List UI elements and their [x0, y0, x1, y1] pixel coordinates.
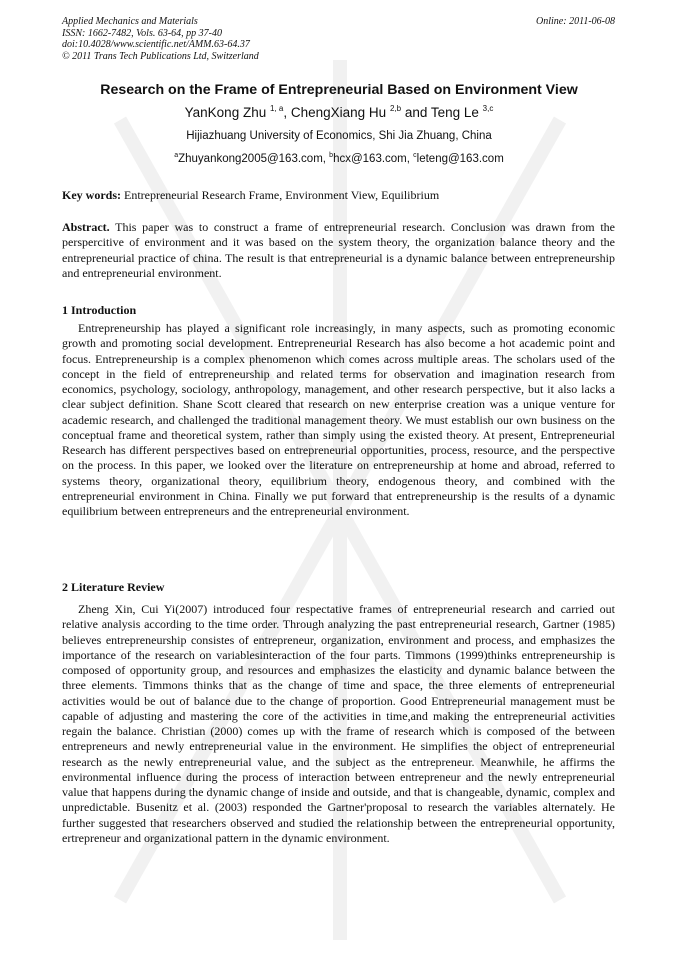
author-emails	[62, 152, 616, 165]
introduction-paragraph: Entrepreneurship has played a significant role increasingly, in many aspects, such as promoting economic growth and promoting social development. Entrepreneurial Research has also become a hot academic point and focus. Entrepreneurship is a complex phenomenon which comes across multiple areas. The scholars used of the concept in the field of entrepreneurship and related terms for observation and imagination research from economics, psychology, sociology, anthropology, management, and other research perspective, but it also lacks a clear subject definition. Shane Scott cleared that research on new enterprise creation was a unique venture for academic research, and challenged the traditional management theory. We must establish our own business on the conceptual frame and theoretical system, rather than simply using the existed theory. At present, Entrepreneurial Research has different perspectives based on entrepreneurial opportunities, process, resource, and the perspective on the process. In this paper, we looked over the literature on entrepreneurship at home and abroad, referred to systems theory, organizational theory, equilibrium theory, endogenous theory, and combined with the entrepreneurial environment in China. Finally we put forward that entrepreneurship is the results of a dynamic equilibrium between entrepreneurs and the entrepreneurial environment.	[62, 321, 615, 518]
keywords	[62, 188, 616, 203]
author-email: Zhuyankong2005@163.com,	[178, 153, 330, 165]
abstract-label: Abstract.	[62, 220, 110, 234]
journal-name: Applied Mechanics and Materials	[62, 16, 198, 27]
journal-header	[62, 16, 259, 62]
keywords-text: Entrepreneurial Research Frame, Environment View, Equilibrium	[121, 188, 440, 202]
author-email: leteng@163.com	[416, 153, 504, 165]
author-affiliation-mark: 1, a	[269, 104, 284, 113]
email-mark: a	[174, 152, 179, 159]
journal-copyright: © 2011 Trans Tech Publications Ltd, Switzerland	[62, 50, 259, 62]
author-affiliation-mark: 3,c	[482, 104, 494, 113]
section-heading-introduction: 1 Introduction	[62, 303, 137, 317]
author-separator: ,	[283, 105, 291, 120]
author-name: Teng Le	[430, 105, 479, 120]
keywords-label: Key words:	[62, 188, 121, 202]
section-heading-literature-review: 2 Literature Review	[62, 580, 165, 594]
literature-review-paragraph: Zheng Xin, Cui Yi(2007) introduced four respectative frames of entrepreneurial research and carried out relative analysis according to the time order. Through analyzing the past entrepreneurial research, Gartner (1985) believes entrepreneurship consistes of entrepreneur, organization, environment and process, and emphasizes the importance of the research on variablesinteraction of the four parts. Timmons (1999)thinks entrepreneurship is composed of opportunity group, and resources and emphasizes the elasticity and dynamic balance between the three elements. Timmons thinks that as the change of time and space, the three elements of entrepreneurial activities would be out of balance due to the change of proportion. Good Entrepreneurial management must be capable of adjusting and mastering the core of the activities in time,and making the entrepreneurial activities regain the balance. Christian (2000) comes up with the frame of research which is composed of the between entrepreneurs and newly entrepreneurial value in the environment. He simplifies the object of entrepreneurial research as the newly entrepreneurial value, and the subject as the entrepreneur. Meanwhile, he affirms the environmental influence during the process of interaction between entrepreneur and the newly entrepreneurial value that happens during the dynamic change of inside and outside, and that is changeable, dynamic, complex and unpredictable. Busenitz et al. (2003) responded the Gartner'proposal to research the variables alternately. He further suggested that researchers observed and studied the relationship between the entrepreneurial opportunity, ertrepreneur and organizational pattern in the dynamic environment.	[62, 602, 615, 845]
author-name: YanKong Zhu	[184, 105, 267, 120]
author-email: hcx@163.com,	[333, 153, 414, 165]
email-mark: c	[413, 152, 417, 159]
author-affiliation-mark: 2,b	[389, 104, 402, 113]
email-mark: b	[329, 152, 334, 159]
author-name: ChengXiang Hu	[290, 105, 387, 120]
affiliation: Hijiazhuang University of Economics, Shi Jia Zhuang, China	[186, 130, 492, 142]
abstract-text: This paper was to construct a frame of entrepreneurial research. Conclusion was drawn from the perspercitive of environment and it was based on the system theory, the organization balance theory and the entrepreneurial practice of china. The result is that entrepreneurial is a dynamic balance between entrepreneurship and entrepreneurial environment.	[62, 220, 615, 280]
author-list	[62, 104, 616, 120]
paper-title: Research on the Frame of Entrepreneurial Based on Environment View	[100, 82, 578, 98]
author-separator: and	[401, 105, 431, 120]
journal-doi: doi:10.4028/www.scientific.net/AMM.63-64.37	[62, 39, 250, 51]
abstract	[62, 220, 615, 281]
journal-issn: ISSN: 1662-7482, Vols. 63-64, pp 37-40	[62, 27, 222, 39]
online-date: Online: 2011-06-08	[536, 16, 615, 27]
